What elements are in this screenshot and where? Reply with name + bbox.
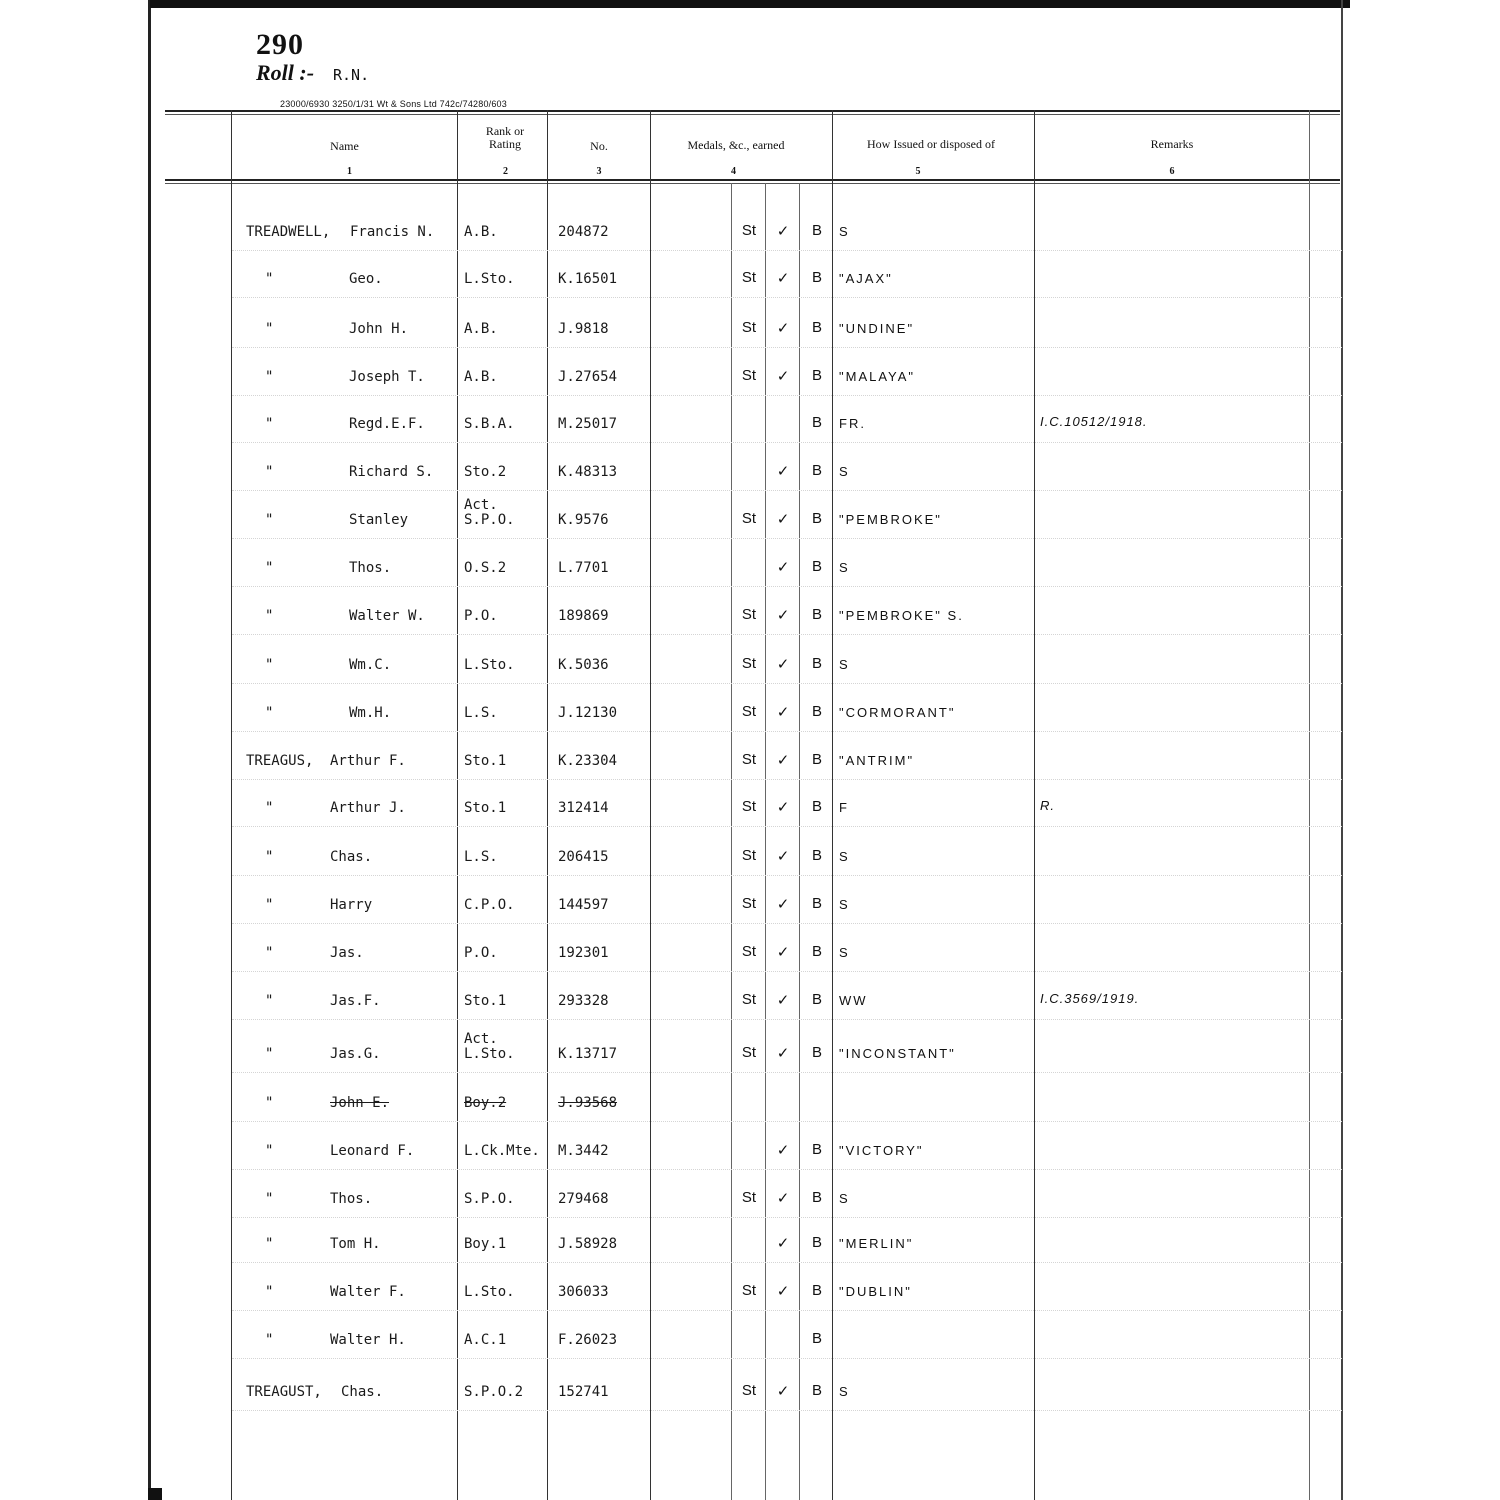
war-medal-check-cell: ✓ (776, 511, 790, 528)
issued-cell: "MALAYA" (839, 369, 916, 384)
row-rule (232, 586, 1342, 587)
remarks-cell: I.C.3569/1919. (1040, 991, 1140, 1006)
war-medal-check-cell: ✓ (776, 463, 790, 480)
surname-cell: " (265, 1143, 274, 1159)
row-rule (232, 971, 1342, 972)
header-medals: Medals, &c., earned (687, 138, 785, 152)
victory-medal-cell: B (811, 1044, 822, 1061)
rank-cell: L.Ck.Mte. (464, 1143, 540, 1159)
victory-medal-cell: B (811, 367, 822, 384)
row-rule (232, 826, 1342, 827)
col-rule-medals-left (650, 110, 651, 1500)
war-medal-check-cell: ✓ (776, 1283, 790, 1300)
given-name-cell: Thos. (349, 560, 392, 576)
row-rule (232, 875, 1342, 876)
victory-medal-cell: B (811, 655, 822, 672)
rank-cell: L.S. (464, 705, 498, 721)
row-rule (232, 297, 1342, 298)
service-number-cell: L.7701 (558, 560, 609, 576)
star-medal-cell: St (741, 1382, 757, 1399)
surname-cell: " (265, 1284, 274, 1300)
rank-cell: L.S. (464, 849, 498, 865)
col-rule-no-left (547, 110, 548, 1500)
service-number-cell: 144597 (558, 897, 609, 913)
surname-cell: " (265, 416, 274, 432)
row-rule (232, 683, 1342, 684)
rank-cell: Act. L.Sto. (464, 1031, 515, 1062)
star-medal-cell: St (741, 269, 757, 286)
victory-medal-cell: B (811, 1189, 822, 1206)
given-name-cell: Richard S. (349, 464, 434, 480)
star-medal-cell: St (741, 703, 757, 720)
page-right-edge (1341, 0, 1343, 1500)
service-number-cell: K.16501 (558, 271, 618, 287)
given-name-cell: Walter F. (330, 1284, 406, 1300)
row-rule (232, 1217, 1342, 1218)
star-medal-cell: St (741, 751, 757, 768)
issued-cell: "PEMBROKE" (839, 512, 942, 527)
surname-cell: TREADWELL, (246, 224, 331, 240)
star-medal-cell: St (741, 1044, 757, 1061)
row-rule (232, 1262, 1342, 1263)
rank-cell: Boy.2 (464, 1095, 507, 1111)
star-medal-cell: St (741, 319, 757, 336)
issued-cell: F (839, 800, 849, 815)
surname-cell: " (265, 560, 274, 576)
victory-medal-cell: B (811, 1330, 822, 1347)
service-number-cell: 293328 (558, 993, 609, 1009)
col-rule-rank-left (457, 110, 458, 1500)
roll-label: Roll :- (256, 60, 315, 85)
header-name-number: 1 (347, 166, 352, 177)
service-number-cell: 306033 (558, 1284, 609, 1300)
given-name-cell: Francis N. (350, 224, 435, 240)
surname-cell: " (265, 945, 274, 961)
rank-cell: L.Sto. (464, 1284, 515, 1300)
issued-cell: "DUBLIN" (839, 1284, 912, 1299)
surname-cell: " (265, 1236, 274, 1252)
victory-medal-cell: B (811, 1382, 822, 1399)
rank-cell: O.S.2 (464, 560, 507, 576)
header-bottom-rule (165, 179, 1340, 181)
surname-cell: TREAGUS, (246, 753, 314, 769)
surname-cell: " (265, 512, 274, 528)
row-rule (232, 1410, 1342, 1411)
victory-medal-cell: B (811, 1141, 822, 1158)
remarks-cell: R. (1040, 798, 1055, 813)
star-medal-cell: St (741, 1282, 757, 1299)
star-medal-cell: St (741, 895, 757, 912)
header-top-rule (165, 110, 1340, 112)
row-rule (232, 779, 1342, 780)
surname-cell: " (265, 464, 274, 480)
row-rule (232, 1019, 1342, 1020)
war-medal-check-cell: ✓ (776, 704, 790, 721)
col-rule-remarks-right (1309, 110, 1310, 1500)
given-name-cell: Harry (330, 897, 373, 913)
header-no: No. (590, 139, 608, 153)
given-name-cell: Chas. (341, 1384, 384, 1400)
service-number-cell: 312414 (558, 800, 609, 816)
war-medal-check-cell: ✓ (776, 992, 790, 1009)
war-medal-check-cell: ✓ (776, 656, 790, 673)
given-name-cell: Wm.C. (349, 657, 392, 673)
rank-cell: S.P.O. (464, 1191, 515, 1207)
service-number-cell: 206415 (558, 849, 609, 865)
row-rule (232, 1072, 1342, 1073)
issued-cell: "INCONSTANT" (839, 1046, 956, 1061)
row-rule (232, 538, 1342, 539)
issued-cell: S (839, 945, 850, 960)
service-number-cell: 152741 (558, 1384, 609, 1400)
surname-cell: " (265, 1332, 274, 1348)
surname-cell: " (265, 271, 274, 287)
star-medal-cell: St (741, 1189, 757, 1206)
rank-cell: A.B. (464, 224, 498, 240)
war-medal-check-cell: ✓ (776, 896, 790, 913)
given-name-cell: John H. (349, 321, 409, 337)
given-name-cell: Arthur J. (330, 800, 406, 816)
issued-cell: WW (839, 993, 868, 1008)
surname-cell: " (265, 321, 274, 337)
given-name-cell: Wm.H. (349, 705, 392, 721)
surname-cell: " (265, 993, 274, 1009)
service-number-cell: K.5036 (558, 657, 609, 673)
header-rank: Rank or Rating (485, 124, 525, 151)
given-name-cell: Jas.G. (330, 1046, 381, 1062)
rank-cell: Sto.1 (464, 753, 507, 769)
given-name-cell: Jas.F. (330, 993, 381, 1009)
surname-cell: " (265, 800, 274, 816)
war-medal-check-cell: ✓ (776, 1045, 790, 1062)
surname-cell: TREAGUST, (246, 1384, 322, 1400)
row-rule (232, 490, 1342, 491)
war-medal-check-cell: ✓ (776, 223, 790, 240)
header-bottom-rule-inner (165, 183, 1340, 184)
issued-cell: "AJAX" (839, 271, 893, 286)
row-rule (232, 634, 1342, 635)
victory-medal-cell: B (811, 751, 822, 768)
header-rank-number: 2 (503, 166, 508, 177)
rank-cell: Sto.1 (464, 993, 507, 1009)
victory-medal-cell: B (811, 414, 822, 431)
victory-medal-cell: B (811, 462, 822, 479)
service-number-cell: F.26023 (558, 1332, 618, 1348)
victory-medal-cell: B (811, 1282, 822, 1299)
given-name-cell: Arthur F. (330, 753, 406, 769)
war-medal-check-cell: ✓ (776, 944, 790, 961)
row-rule (232, 250, 1342, 251)
col-rule-name-left (231, 110, 232, 1500)
issued-cell: "PEMBROKE" S. (839, 608, 964, 623)
surname-cell: " (265, 657, 274, 673)
service-number-cell: J.93568 (558, 1095, 618, 1111)
header-top-rule-inner (165, 114, 1340, 115)
row-rule (232, 1169, 1342, 1170)
given-name-cell: Geo. (349, 271, 383, 287)
issued-cell: S (839, 560, 850, 575)
surname-cell: " (265, 897, 274, 913)
surname-cell: " (265, 1095, 274, 1111)
issued-cell: "ANTRIM" (839, 753, 915, 768)
header-remarks-number: 6 (1169, 166, 1175, 177)
page-left-edge (148, 0, 151, 1500)
victory-medal-cell: B (811, 703, 822, 720)
war-medal-check-cell: ✓ (776, 1235, 790, 1252)
rank-cell: S.B.A. (464, 416, 515, 432)
service-number-cell: K.48313 (558, 464, 618, 480)
row-rule (232, 1310, 1342, 1311)
row-rule (232, 731, 1342, 732)
given-name-cell: Leonard F. (330, 1143, 415, 1159)
header-no-number: 3 (596, 166, 602, 177)
star-medal-cell: St (741, 606, 757, 623)
header-medals-number: 4 (731, 166, 736, 177)
war-medal-check-cell: ✓ (776, 799, 790, 816)
rank-cell: Sto.1 (464, 800, 507, 816)
col-rule-medals-sub2 (765, 183, 766, 1500)
row-rule (232, 923, 1342, 924)
service-number-cell: J.58928 (558, 1236, 618, 1252)
war-medal-check-cell: ✓ (776, 1383, 790, 1400)
war-medal-check-cell: ✓ (776, 607, 790, 624)
given-name-cell: John E. (330, 1095, 390, 1111)
service-number-cell: K.13717 (558, 1046, 618, 1062)
rank-cell: C.P.O. (464, 897, 515, 913)
star-medal-cell: St (741, 991, 757, 1008)
star-medal-cell: St (741, 222, 757, 239)
rank-cell: L.Sto. (464, 271, 515, 287)
col-rule-medals-sub3 (799, 183, 800, 1500)
victory-medal-cell: B (811, 798, 822, 815)
row-rule (232, 1121, 1342, 1122)
header-issued-number: 5 (915, 166, 921, 177)
service-number-cell: M.3442 (558, 1143, 609, 1159)
rank-cell: L.Sto. (464, 657, 515, 673)
row-rule (232, 1358, 1342, 1359)
issued-cell: "UNDINE" (839, 321, 915, 336)
given-name-cell: Chas. (330, 849, 373, 865)
surname-cell: " (265, 849, 274, 865)
war-medal-check-cell: ✓ (776, 320, 790, 337)
star-medal-cell: St (741, 798, 757, 815)
service-number-cell: K.9576 (558, 512, 609, 528)
given-name-cell: Regd.E.F. (349, 416, 425, 432)
surname-cell: " (265, 705, 274, 721)
issued-cell: S (839, 1191, 850, 1206)
given-name-cell: Walter W. (349, 608, 425, 624)
roll-value: R.N. (333, 66, 370, 84)
printer-imprint: 23000/6930 3250/1/31 Wt & Sons Ltd 742c/74280/603 (280, 99, 507, 109)
star-medal-cell: St (741, 847, 757, 864)
header-issued: How Issued or disposed of (867, 137, 995, 151)
issued-cell: FR. (839, 416, 866, 431)
victory-medal-cell: B (811, 319, 822, 336)
service-number-cell: 204872 (558, 224, 609, 240)
service-number-cell: 189869 (558, 608, 609, 624)
given-name-cell: Stanley (349, 512, 409, 528)
issued-cell: "CORMORANT" (839, 705, 956, 720)
issued-cell: "MERLIN" (839, 1236, 914, 1251)
rank-cell: Act. S.P.O. (464, 497, 515, 528)
service-number-cell: J.12130 (558, 705, 618, 721)
victory-medal-cell: B (811, 943, 822, 960)
victory-medal-cell: B (811, 991, 822, 1008)
corner-mark (148, 1488, 162, 1500)
remarks-cell: I.C.10512/1918. (1040, 414, 1148, 429)
issued-cell: S (839, 849, 850, 864)
rank-cell: P.O. (464, 608, 498, 624)
rank-cell: Sto.2 (464, 464, 507, 480)
given-name-cell: Jas. (330, 945, 364, 961)
page-number: 290 (256, 28, 304, 61)
row-rule (232, 395, 1342, 396)
rank-cell: A.B. (464, 321, 498, 337)
given-name-cell: Thos. (330, 1191, 373, 1207)
star-medal-cell: St (741, 510, 757, 527)
war-medal-check-cell: ✓ (776, 368, 790, 385)
service-number-cell: 279468 (558, 1191, 609, 1207)
victory-medal-cell: B (811, 895, 822, 912)
given-name-cell: Walter H. (330, 1332, 406, 1348)
issued-cell: S (839, 464, 850, 479)
service-number-cell: J.27654 (558, 369, 618, 385)
war-medal-check-cell: ✓ (776, 1190, 790, 1207)
service-number-cell: M.25017 (558, 416, 618, 432)
star-medal-cell: St (741, 943, 757, 960)
victory-medal-cell: B (811, 269, 822, 286)
surname-cell: " (265, 1191, 274, 1207)
war-medal-check-cell: ✓ (776, 270, 790, 287)
war-medal-check-cell: ✓ (776, 559, 790, 576)
victory-medal-cell: B (811, 510, 822, 527)
given-name-cell: Tom H. (330, 1236, 381, 1252)
row-rule (232, 347, 1342, 348)
star-medal-cell: St (741, 367, 757, 384)
header-name: Name (330, 139, 359, 153)
rank-cell: Boy.1 (464, 1236, 507, 1252)
header-remarks: Remarks (1150, 137, 1194, 151)
service-number-cell: 192301 (558, 945, 609, 961)
col-rule-remarks-left (1034, 110, 1035, 1500)
issued-cell: S (839, 657, 850, 672)
victory-medal-cell: B (811, 847, 822, 864)
issued-cell: S (839, 897, 850, 912)
rank-cell: A.C.1 (464, 1332, 507, 1348)
surname-cell: " (265, 369, 274, 385)
surname-cell: " (265, 1046, 274, 1062)
victory-medal-cell: B (811, 222, 822, 239)
rank-cell: A.B. (464, 369, 498, 385)
issued-cell: S (839, 1384, 850, 1399)
service-number-cell: J.9818 (558, 321, 609, 337)
col-rule-medals-sub1 (731, 183, 732, 1500)
given-name-cell: Joseph T. (349, 369, 425, 385)
victory-medal-cell: B (811, 1234, 822, 1251)
star-medal-cell: St (741, 655, 757, 672)
surname-cell: " (265, 608, 274, 624)
victory-medal-cell: B (811, 606, 822, 623)
rank-cell: P.O. (464, 945, 498, 961)
service-number-cell: K.23304 (558, 753, 618, 769)
war-medal-check-cell: ✓ (776, 1142, 790, 1159)
row-rule (232, 442, 1342, 443)
victory-medal-cell: B (811, 558, 822, 575)
war-medal-check-cell: ✓ (776, 848, 790, 865)
issued-cell: S (839, 224, 850, 239)
issued-cell: "VICTORY" (839, 1143, 924, 1158)
war-medal-check-cell: ✓ (776, 752, 790, 769)
page-top-edge (150, 0, 1350, 8)
rank-cell: S.P.O.2 (464, 1384, 524, 1400)
